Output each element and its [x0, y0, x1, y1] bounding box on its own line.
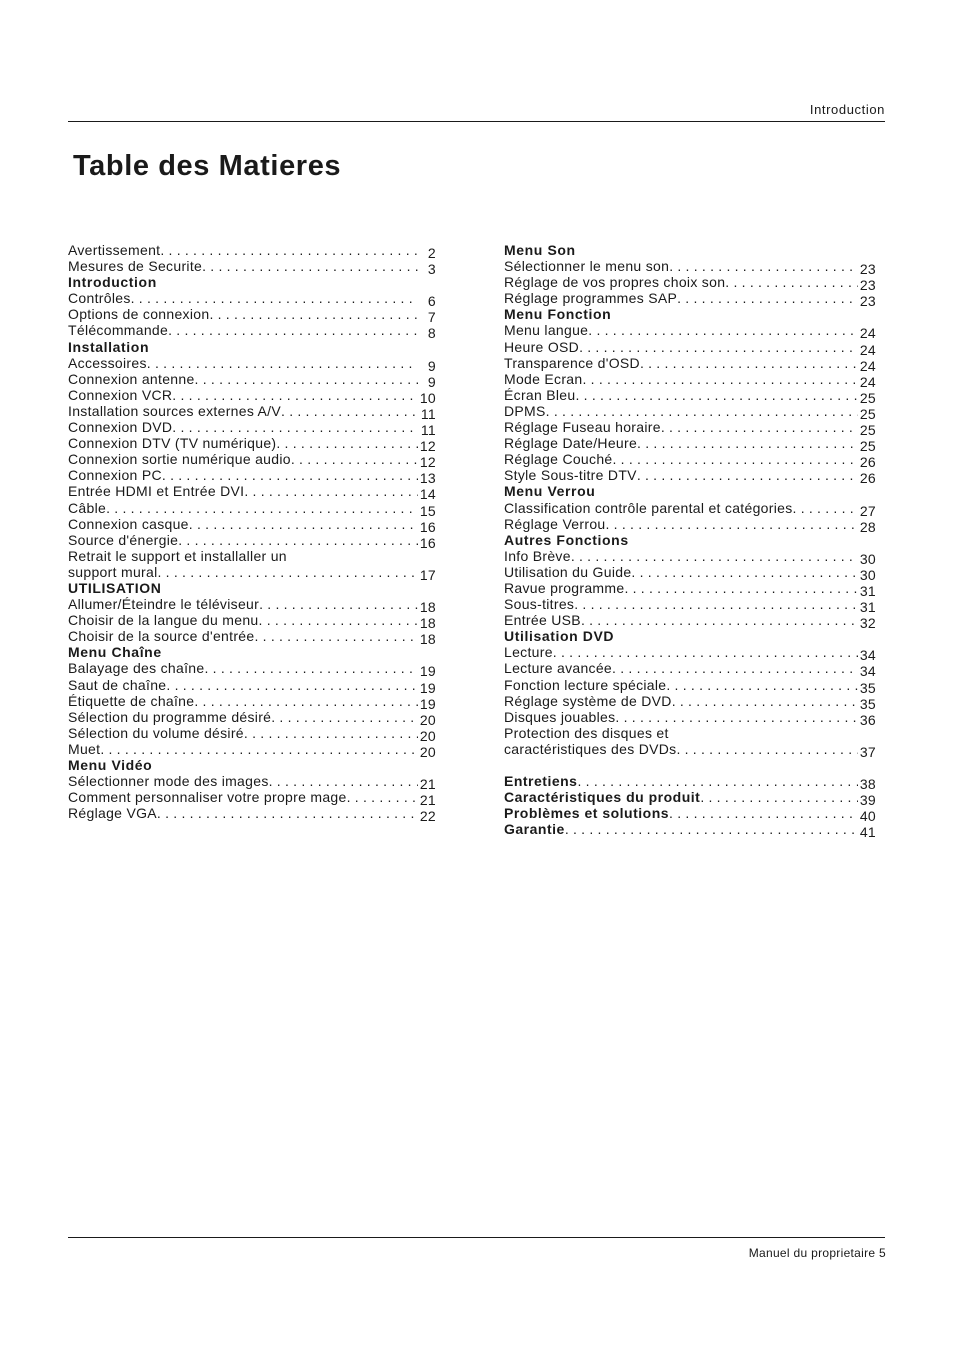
toc-page-number: 39	[859, 792, 876, 809]
dot-leader	[666, 677, 858, 693]
toc-entry-label: Allumer/Éteindre le téléviseur	[68, 596, 260, 613]
dot-leader	[565, 821, 858, 837]
toc-page-number: 35	[859, 695, 876, 712]
toc-entry-label: Réglage programmes SAP	[504, 290, 678, 307]
dot-leader	[259, 612, 418, 628]
toc-entry-label: support mural	[68, 563, 158, 580]
toc-entry-label: Réglage système de DVD	[504, 692, 672, 709]
toc-entry-label: Sélectionner mode des images	[68, 773, 269, 790]
toc-entry-label: Câble	[68, 499, 107, 516]
dot-leader	[131, 290, 418, 306]
toc-entry[interactable]	[68, 628, 436, 648]
toc-entry[interactable]	[68, 483, 436, 503]
toc-section-heading: Autres Fonctions	[504, 531, 629, 548]
toc-page-number: 23	[859, 261, 876, 278]
toc-right-column	[504, 242, 876, 841]
dot-leader	[613, 451, 859, 467]
toc-entry-label: Réglage VGA	[68, 805, 157, 822]
dot-leader	[259, 596, 418, 612]
toc-section-heading: Menu Fonction	[504, 306, 612, 323]
toc-entry-label: Écran Bleu	[504, 386, 576, 403]
toc-page-number: 9	[427, 373, 436, 390]
toc-entry[interactable]	[504, 290, 876, 310]
dot-leader	[612, 660, 858, 676]
toc-entry-label: Utilisation du Guide	[504, 563, 632, 580]
toc-page-number: 20	[419, 727, 436, 744]
toc-page-number: 38	[859, 776, 876, 793]
toc-entry[interactable]	[504, 258, 876, 278]
dot-leader	[581, 612, 858, 628]
dot-leader	[106, 500, 418, 516]
toc-page-number: 13	[419, 470, 436, 487]
toc-entry[interactable]	[504, 451, 876, 471]
dot-leader	[637, 435, 858, 451]
toc-entry-label: Réglage Fuseau horaire	[504, 419, 661, 436]
toc-entry-label: Installation sources externes A/V	[68, 402, 282, 419]
toc-page-number: 24	[859, 325, 876, 342]
toc-page-number: 24	[859, 373, 876, 390]
toc-section-heading: Utilisation DVD	[504, 628, 615, 645]
toc-page-number: 15	[419, 502, 436, 519]
toc-entry[interactable]	[504, 821, 876, 841]
dot-leader	[661, 419, 858, 435]
dot-leader	[577, 773, 858, 789]
dot-leader	[204, 660, 418, 676]
toc-page-number: 12	[419, 454, 436, 471]
toc-entry-text: Protection des disques et	[504, 724, 669, 741]
toc-entry-label: Mode Ecran	[504, 370, 583, 387]
toc-entry[interactable]	[68, 660, 436, 680]
toc-entry-label: Choisir de la source d'entrée	[68, 628, 255, 645]
dot-leader	[571, 548, 858, 564]
toc-entry[interactable]	[68, 692, 436, 712]
toc-entry[interactable]	[504, 499, 876, 519]
toc-page-number: 20	[419, 743, 436, 760]
toc-page-number: 31	[859, 599, 876, 616]
dot-leader	[553, 644, 858, 660]
toc-entry-label: Connexion sortie numérique audio	[68, 451, 291, 468]
toc-entry[interactable]	[68, 242, 436, 261]
toc-page-number: 20	[419, 711, 436, 728]
toc-entry-label: Classification contrôle parental et catégories	[504, 499, 793, 516]
dot-leader	[254, 628, 418, 644]
toc-entry[interactable]	[68, 773, 436, 793]
toc-entry[interactable]	[504, 789, 876, 809]
toc-entry-label: Entretiens	[504, 773, 578, 790]
dot-leader	[640, 355, 858, 371]
toc-page-number: 25	[859, 422, 876, 439]
dot-leader	[579, 339, 858, 355]
toc-entry[interactable]	[504, 370, 876, 390]
toc-entry[interactable]	[504, 660, 876, 680]
toc-page-number: 6	[427, 293, 436, 310]
dot-leader	[166, 677, 418, 693]
toc-section-heading: UTILISATION	[68, 579, 162, 596]
toc-page-number: 11	[420, 422, 436, 439]
dot-leader	[269, 773, 418, 789]
toc-entry[interactable]	[504, 773, 876, 793]
toc-page-number: 35	[859, 679, 876, 696]
toc-entry[interactable]	[68, 596, 436, 616]
dot-leader	[244, 483, 418, 499]
toc-page-number: 34	[859, 647, 876, 664]
toc-entry[interactable]	[504, 467, 876, 487]
toc-entry[interactable]	[68, 435, 436, 455]
dot-leader	[194, 693, 418, 709]
dot-leader	[157, 805, 418, 821]
toc-page-number: 30	[859, 566, 876, 583]
toc-page-number: 19	[419, 695, 436, 712]
toc-section-heading: Menu Chaîne	[68, 644, 162, 661]
toc-entry[interactable]	[68, 724, 436, 744]
dot-leader	[669, 258, 858, 274]
toc-entry-label: caractéristiques des DVDs	[504, 740, 677, 757]
dot-leader	[168, 322, 418, 338]
toc-page-number: 26	[859, 470, 876, 487]
toc-page-number: 10	[419, 389, 436, 406]
dot-leader	[160, 242, 418, 258]
toc-entry[interactable]	[68, 419, 436, 439]
toc-page-number: 21	[419, 792, 436, 809]
toc-page-number: 24	[859, 357, 876, 374]
toc-entry[interactable]	[68, 258, 436, 278]
toc-entry[interactable]	[504, 708, 876, 728]
dot-leader	[189, 516, 418, 532]
dot-leader	[162, 467, 418, 483]
toc-entry[interactable]	[504, 612, 876, 632]
section-label: Introduction	[809, 102, 885, 117]
dot-leader	[281, 403, 418, 419]
toc-page-number: 17	[419, 566, 436, 583]
toc-entry[interactable]	[504, 740, 876, 760]
toc-entry-label: Balayage des chaîne	[68, 660, 205, 677]
toc-entry[interactable]	[68, 805, 436, 825]
toc-entry-label: Connexion VCR	[68, 386, 173, 403]
toc-entry-label: Réglage de vos propres choix son	[504, 274, 726, 291]
toc-entry-label: Style Sous-titre DTV	[504, 467, 637, 484]
toc-entry-label: DPMS	[504, 402, 546, 419]
toc-entry[interactable]	[504, 322, 876, 342]
toc-entry-label: Entrée HDMI et Entrée DVI	[68, 483, 245, 500]
toc-entry[interactable]	[504, 515, 876, 535]
toc-entry[interactable]	[504, 547, 876, 567]
toc-entry[interactable]	[504, 274, 876, 294]
toc-page-number: 18	[419, 599, 436, 616]
toc-entry[interactable]	[68, 290, 436, 310]
toc-page-number: 26	[859, 454, 876, 471]
toc-entry[interactable]	[68, 451, 436, 471]
dot-leader	[574, 596, 858, 612]
toc-entry-label: Connexion casque	[68, 515, 189, 532]
toc-entry-label: Ravue programme	[504, 579, 625, 596]
footer-text: Manuel du proprietaire 5	[748, 1246, 886, 1260]
toc-entry-label: Heure OSD	[504, 338, 580, 355]
dot-leader	[700, 789, 858, 805]
toc-entry-label: Garantie	[504, 821, 565, 838]
toc-page-number: 18	[419, 631, 436, 648]
dot-leader	[575, 387, 858, 403]
toc-entry[interactable]	[68, 499, 436, 519]
bottom-rule	[68, 1237, 885, 1238]
toc-entry[interactable]	[504, 676, 876, 696]
dot-leader	[725, 274, 858, 290]
dot-leader	[276, 435, 418, 451]
dot-leader	[209, 306, 418, 322]
toc-page-number: 21	[419, 776, 436, 793]
toc-page-number: 11	[420, 405, 436, 422]
toc-entry[interactable]	[504, 579, 876, 599]
toc-page-number: 16	[419, 518, 436, 535]
toc-entry-label: Sous-titres	[504, 596, 575, 613]
toc-entry[interactable]	[504, 805, 876, 825]
toc-entry-label: Entrée USB	[504, 612, 581, 629]
toc-entry-label: Muet	[68, 740, 101, 757]
dot-leader	[615, 709, 858, 725]
toc-entry-label: Disques jouables	[504, 708, 616, 725]
toc-entry[interactable]	[68, 612, 436, 632]
toc-entry-label: Réglage Couché	[504, 451, 613, 468]
toc-entry[interactable]	[504, 402, 876, 422]
toc-entry[interactable]	[504, 338, 876, 358]
toc-entry-label: Télécommande	[68, 322, 169, 339]
toc-entry-label: Contrôles	[68, 290, 131, 307]
toc-entry[interactable]	[504, 596, 876, 616]
dot-leader	[271, 709, 418, 725]
toc-section-heading: Menu Son	[504, 242, 576, 258]
toc-entry-label: Menu langue	[504, 322, 589, 339]
toc-entry[interactable]	[68, 789, 436, 809]
dot-leader	[244, 725, 418, 741]
toc-entry-label: Info Brève	[504, 547, 571, 564]
toc-page-number: 25	[859, 405, 876, 422]
toc-page-number: 25	[859, 438, 876, 455]
dot-leader	[672, 693, 858, 709]
toc-page-number: 32	[859, 615, 876, 632]
toc-entry-label: Connexion PC	[68, 467, 162, 484]
toc-entry-label: Transparence d'OSD	[504, 354, 640, 371]
toc-entry-label: Connexion DTV (TV numérique)	[68, 435, 277, 452]
dot-leader	[147, 355, 418, 371]
toc-entry[interactable]	[68, 531, 436, 551]
toc-entry-label: Sélection du programme désiré	[68, 708, 272, 725]
toc-entry[interactable]	[68, 708, 436, 728]
toc-entry[interactable]	[504, 386, 876, 406]
dot-leader	[202, 258, 418, 274]
toc-entry-label: Choisir de la langue du menu	[68, 612, 259, 629]
dot-leader	[676, 741, 858, 757]
dot-leader	[669, 805, 858, 821]
toc-page-number: 28	[859, 518, 876, 535]
toc-entry-label: Mesures de Securite	[68, 258, 203, 275]
toc-page-number: 40	[859, 808, 876, 825]
toc-entry[interactable]	[68, 402, 436, 422]
toc-entry[interactable]	[504, 563, 876, 583]
toc-entry[interactable]	[504, 692, 876, 712]
toc-page-number: 22	[419, 808, 436, 825]
toc-entry-label: Comment personnaliser votre propre mage	[68, 789, 347, 806]
dot-leader	[347, 789, 418, 805]
dot-leader	[291, 451, 418, 467]
dot-leader	[793, 500, 858, 516]
toc-page-number: 12	[419, 438, 436, 455]
toc-entry-label: Réglage Verrou	[504, 515, 606, 532]
toc-left-column	[68, 242, 436, 825]
toc-entry-label: Sélectionner le menu son	[504, 258, 670, 275]
toc-page-number: 19	[419, 663, 436, 680]
toc-page-number: 3	[427, 261, 436, 278]
toc-page-number: 24	[859, 341, 876, 358]
toc-entry[interactable]	[68, 563, 436, 583]
toc-page-number: 36	[859, 711, 876, 728]
toc-entry-label: Accessoires	[68, 354, 147, 371]
toc-entry[interactable]	[68, 354, 436, 374]
toc-entry[interactable]	[68, 515, 436, 535]
toc-section-heading: Menu Verrou	[504, 483, 596, 500]
toc-page-number: 25	[859, 389, 876, 406]
toc-entry[interactable]	[504, 419, 876, 439]
dot-leader	[195, 371, 418, 387]
toc-entry[interactable]	[68, 370, 436, 390]
toc-section-heading: Menu Vidéo	[68, 757, 153, 773]
toc-page-number: 34	[859, 663, 876, 680]
dot-leader	[588, 322, 858, 338]
dot-leader	[637, 467, 858, 483]
toc-page-number: 7	[427, 309, 436, 326]
toc-entry[interactable]	[68, 676, 436, 696]
toc-entry-label: Problèmes et solutions	[504, 805, 670, 822]
toc-entry-label: Connexion antenne	[68, 370, 195, 387]
toc-page-number: 31	[859, 582, 876, 599]
toc-page-number: 9	[427, 357, 436, 374]
toc-page-number: 30	[859, 550, 876, 567]
toc-entry-label: Sélection du volume désiré	[68, 724, 244, 741]
toc-page-number: 37	[859, 743, 876, 760]
dot-leader	[624, 580, 858, 596]
toc-entry-text: Retrait le support et installaller un	[68, 547, 287, 564]
toc-entry-label: Avertissement	[68, 242, 161, 258]
dot-leader	[677, 290, 858, 306]
dot-leader	[606, 516, 859, 532]
toc-entry-label: Source d'énergie	[68, 531, 179, 548]
toc-page-number: 41	[859, 824, 876, 841]
toc-entry-label: Lecture	[504, 644, 553, 661]
toc-entry-label: Lecture avancée	[504, 660, 613, 677]
toc-page-number: 27	[859, 502, 876, 519]
dot-leader	[172, 419, 418, 435]
dot-leader	[158, 564, 419, 580]
toc-entry-label: Étiquette de chaîne	[68, 692, 195, 709]
toc-section-heading: Installation	[68, 338, 150, 355]
toc-entry[interactable]	[68, 322, 436, 342]
toc-entry-label: Réglage Date/Heure	[504, 435, 638, 452]
toc-page-number: 8	[427, 325, 436, 342]
toc-section-heading: Introduction	[68, 274, 157, 291]
toc-entry-label: Options de connexion	[68, 306, 210, 323]
toc-entry-label: Fonction lecture spéciale	[504, 676, 667, 693]
toc-page-number: 18	[419, 615, 436, 632]
dot-leader	[100, 741, 418, 757]
toc-entry[interactable]	[504, 644, 876, 664]
dot-leader	[178, 532, 418, 548]
toc-entry[interactable]	[504, 435, 876, 455]
toc-page-number: 16	[419, 534, 436, 551]
toc-page-number: 2	[427, 245, 436, 261]
dot-leader	[582, 371, 858, 387]
page-title: Table des Matieres	[73, 150, 342, 182]
dot-leader	[172, 387, 418, 403]
dot-leader	[546, 403, 858, 419]
toc-entry[interactable]	[68, 386, 436, 406]
toc-entry[interactable]	[504, 354, 876, 374]
toc-entry[interactable]	[68, 467, 436, 487]
dot-leader	[631, 564, 858, 580]
top-rule	[68, 121, 885, 122]
toc-entry-label: Saut de chaîne	[68, 676, 167, 693]
toc-entry-label: Caractéristiques du produit	[504, 789, 701, 806]
toc-page-number: 23	[859, 293, 876, 310]
toc-entry-label: Connexion DVD	[68, 419, 173, 436]
toc-page-number: 14	[419, 486, 436, 503]
toc-entry[interactable]	[68, 740, 436, 760]
toc-entry[interactable]	[68, 306, 436, 326]
toc-spacer	[504, 757, 876, 773]
toc-page-number: 19	[419, 679, 436, 696]
toc-page-number: 23	[859, 277, 876, 294]
